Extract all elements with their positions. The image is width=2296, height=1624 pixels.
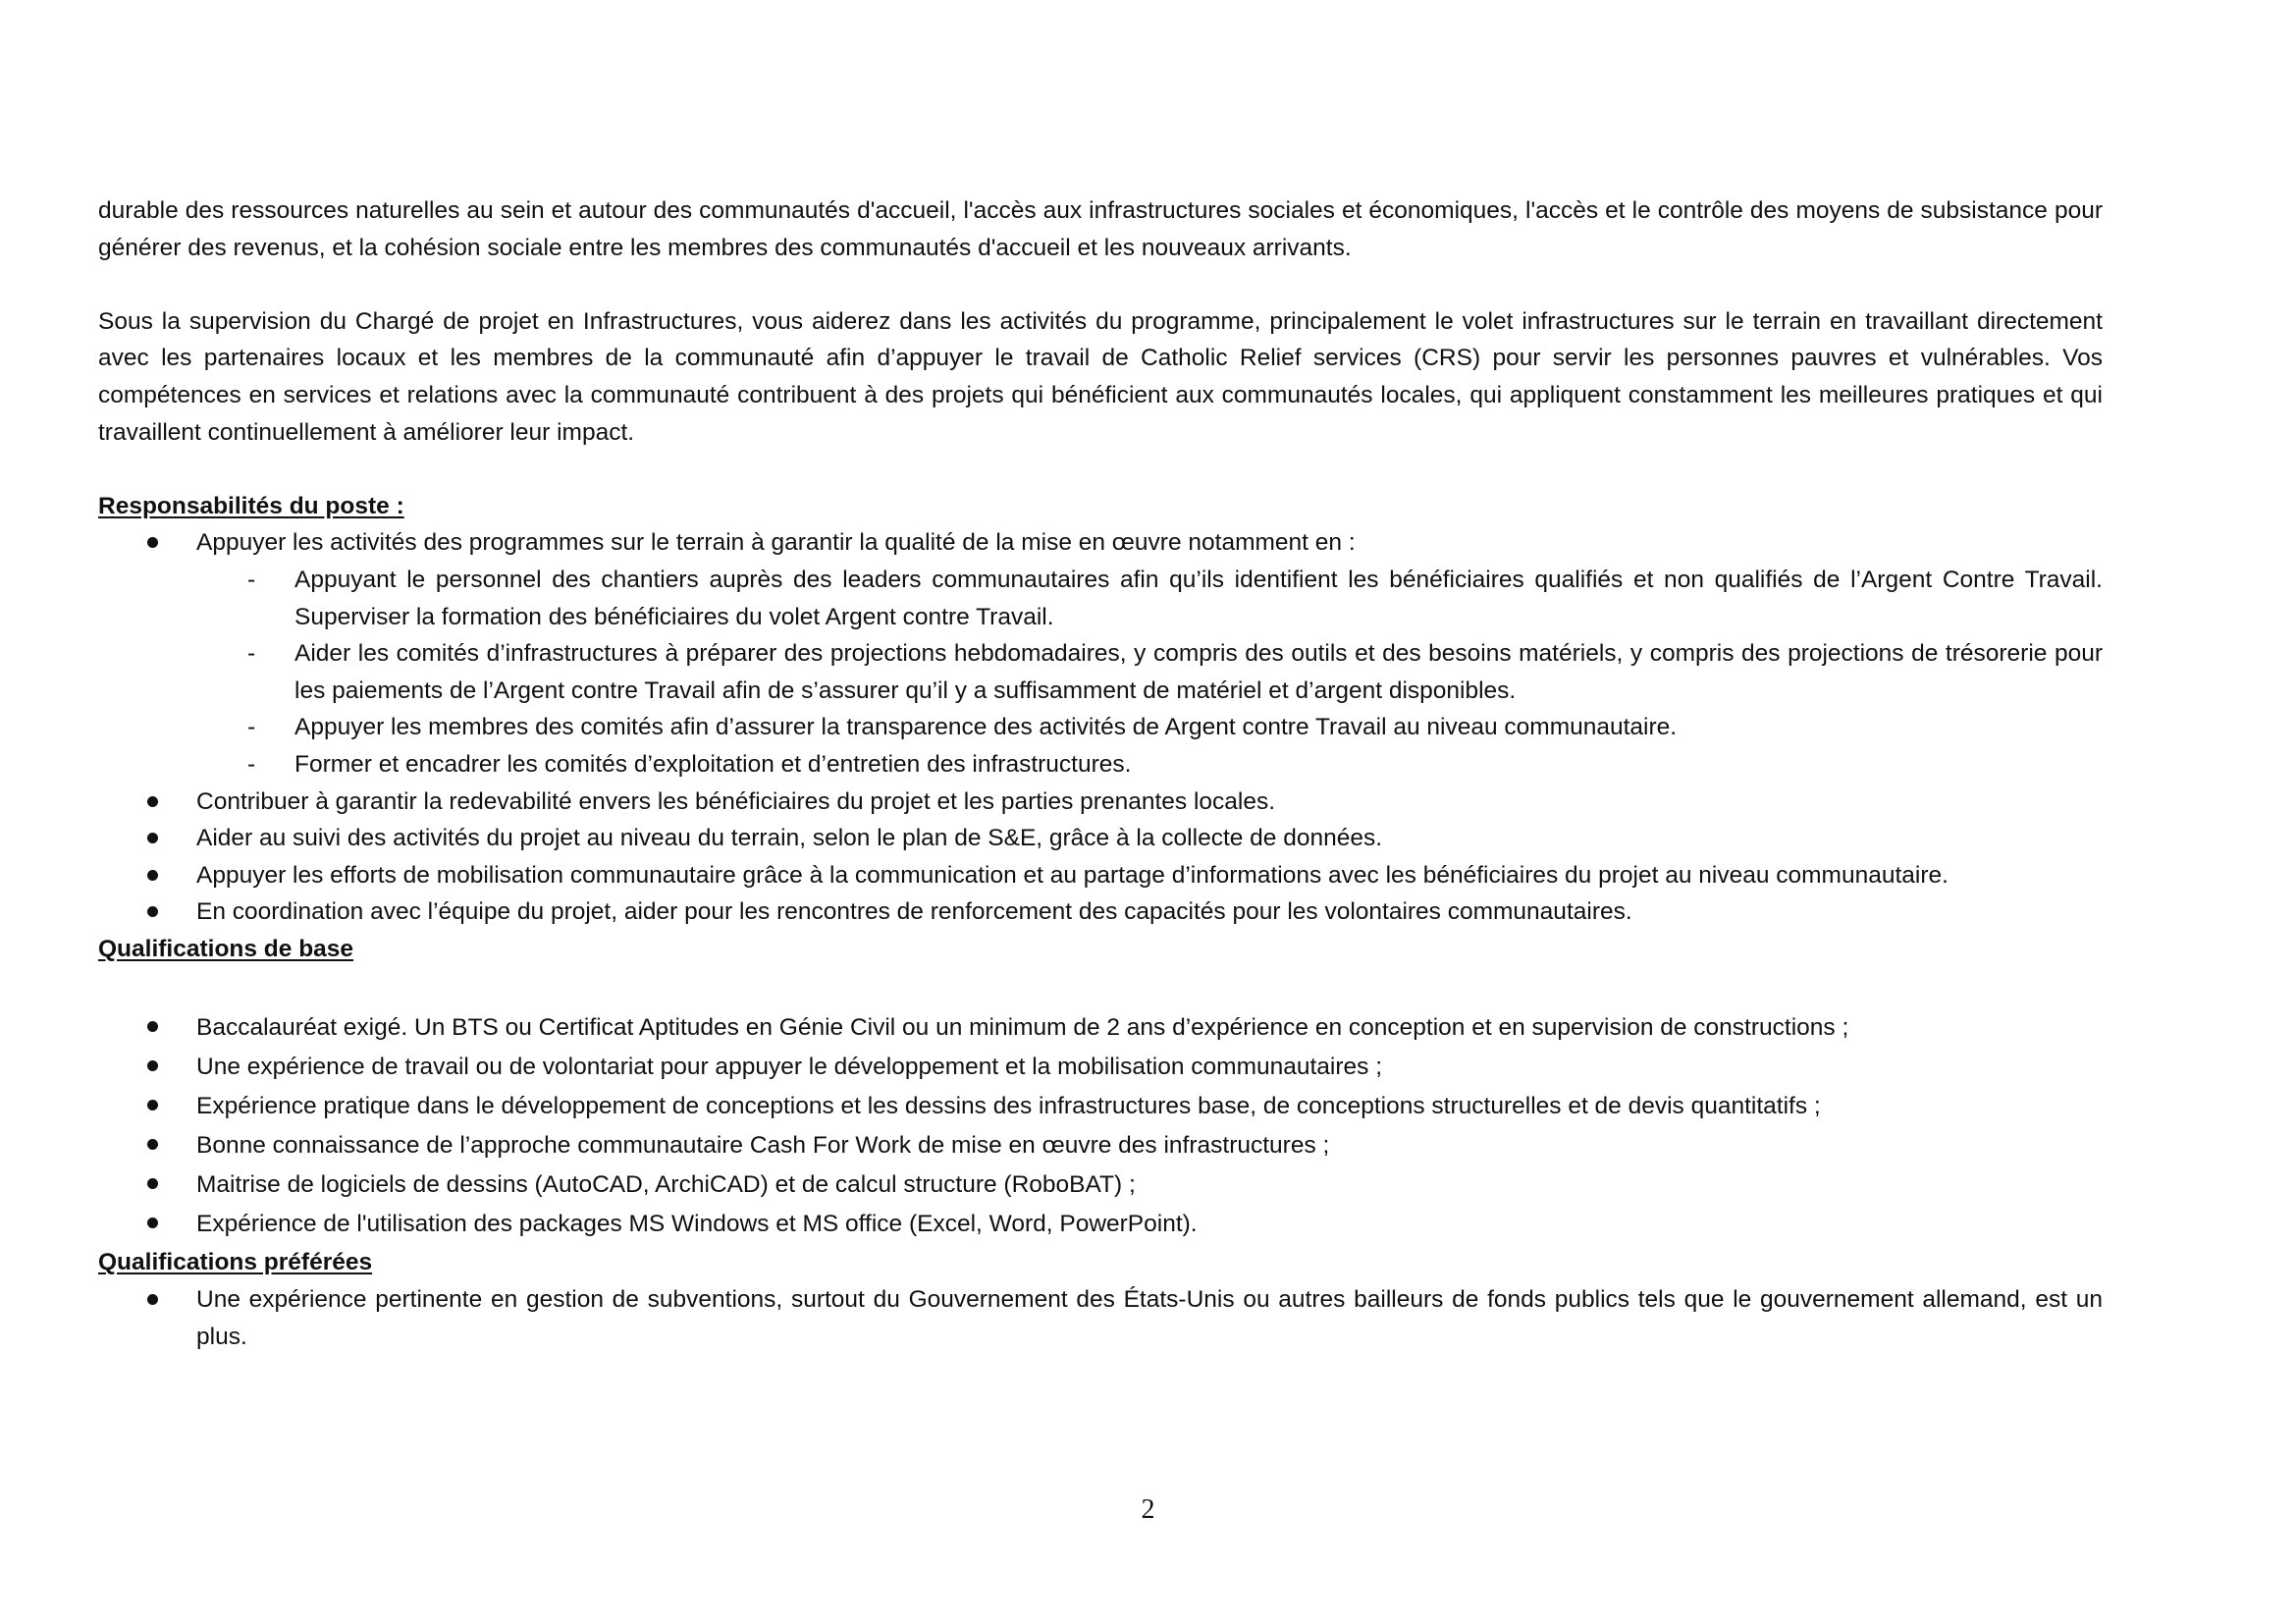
page-content (98, 192, 2103, 1355)
sub-list-item (98, 746, 2103, 784)
dash-icon: - (247, 714, 256, 741)
sub-list (196, 562, 2103, 784)
sub-list-item-text: Former et encadrer les comités d’exploitation et d’entretien des infrastructures. (294, 750, 1132, 778)
intro-paragraph-2: Sous la supervision du Chargé de projet en Infrastructures, vous aiderez dans les activités du programme, principalement le volet infrastructures sur le terrain en travaillant directement avec les partenaires locaux et les membres de la communauté afin d’appuyer le travail de Catholic Relief services (CRS) pour servir les personnes pauvres et vulnérables. Vos compétences en services et relations avec la communauté contribuent à des projets qui bénéficient aux communautés locales, qui appliquent constamment les meilleures pratiques et qui travaillent continuellement à améliorer leur impact. (98, 307, 2103, 446)
preferred-qualifications-list (98, 1281, 2103, 1355)
responsibilities-heading: Responsabilités du poste : (98, 492, 404, 519)
bullet-icon (147, 1178, 158, 1189)
bullet-icon (147, 906, 158, 917)
list-item-text: Aider au suivi des activités du projet au niveau du terrain, selon le plan de S&E, grâce à la collecte de données. (196, 825, 1383, 852)
list-item (98, 1087, 2103, 1126)
bullet-icon (147, 537, 158, 548)
bullet-icon (147, 1218, 158, 1228)
list-item-text: En coordination avec l’équipe du projet, aider pour les rencontres de renforcement des capacités pour les volontaires communautaires. (196, 898, 1632, 926)
dash-icon: - (247, 750, 256, 778)
list-item-text: Baccalauréat exigé. Un BTS ou Certificat Aptitudes en Génie Civil ou un minimum de 2 ans d’expérience en conception et en supervision de constructions ; (196, 1014, 1849, 1042)
list-item (98, 1008, 2103, 1048)
list-item (98, 893, 2103, 931)
dash-icon: - (247, 640, 256, 668)
list-item (98, 857, 2103, 894)
preferred-qualifications-heading: Qualifications préférées (98, 1249, 373, 1276)
basic-qualifications-list (98, 1008, 2103, 1244)
list-item-text: Bonne connaissance de l’approche communautaire Cash For Work de mise en œuvre des infrastructures ; (196, 1132, 1330, 1160)
list-item-text: Maitrise de logiciels de dessins (AutoCAD, ArchiCAD) et de calcul structure (RoboBAT) ; (196, 1171, 1136, 1199)
sub-list-item (98, 709, 2103, 746)
list-item (98, 1048, 2103, 1087)
bullet-icon (147, 870, 158, 881)
sub-list-item (98, 635, 2103, 709)
list-item-text: Contribuer à garantir la redevabilité envers les bénéficiaires du projet et les parties prenantes locales. (196, 787, 1276, 815)
bullet-icon (147, 833, 158, 843)
page-number: 2 (1141, 1494, 1155, 1525)
spacer (98, 967, 2103, 1008)
bullet-icon (147, 1294, 158, 1305)
list-item (98, 524, 2103, 783)
sub-list-item-text: Aider les comités d’infrastructures à préparer des projections hebdomadaires, y compris des outils et des besoins matériels, y compris des projections de trésorerie pour les paiements de l’Argent contre Travail afin de s’assurer qu’il y a suffisamment de matériel et d’argent disponibles. (294, 640, 2103, 704)
dash-icon: - (247, 566, 256, 593)
responsibilities-list (98, 524, 2103, 931)
list-item (98, 784, 2103, 821)
bullet-icon (147, 796, 158, 807)
list-item-text: Appuyer les efforts de mobilisation communautaire grâce à la communication et au partage d’informations avec les bénéficiaires du projet au niveau communautaire. (196, 861, 1949, 889)
bullet-icon (147, 1021, 158, 1032)
list-item-text: Appuyer les activités des programmes sur le terrain à garantir la qualité de la mise en œuvre notamment en : (196, 529, 1356, 557)
list-item-text: Une expérience pertinente en gestion de subventions, surtout du Gouvernement des États-Unis ou autres bailleurs de fonds publics tels que le gouvernement allemand, est un plus. (196, 1286, 2103, 1350)
bullet-icon (147, 1100, 158, 1110)
list-item (98, 1205, 2103, 1244)
list-item (98, 1281, 2103, 1355)
list-item-text: Expérience de l'utilisation des packages MS Windows et MS office (Excel, Word, PowerPoint). (196, 1211, 1198, 1238)
bullet-icon (147, 1060, 158, 1071)
sub-list-item (98, 562, 2103, 635)
sub-list-item-text: Appuyant le personnel des chantiers auprès des leaders communautaires afin qu’ils identifient les bénéficiaires qualifiés et non qualifiés de l’Argent Contre Travail. Superviser la formation des bénéficiaires du volet Argent contre Travail. (294, 566, 2103, 630)
list-item-text: Expérience pratique dans le développement de conceptions et les dessins des infrastructures base, de conceptions structurelles et de devis quantitatifs ; (196, 1093, 1821, 1120)
list-item (98, 1126, 2103, 1165)
sub-list-item-text: Appuyer les membres des comités afin d’assurer la transparence des activités de Argent contre Travail au niveau communautaire. (294, 714, 1678, 741)
intro-paragraph-1: durable des ressources naturelles au sein et autour des communautés d'accueil, l'accès aux infrastructures sociales et économiques, l'accès et le contrôle des moyens de subsistance pour générer des revenus, et la cohésion sociale entre les membres des communautés d'accueil et les nouveaux arrivants. (98, 197, 2103, 261)
list-item-text: Une expérience de travail ou de volontariat pour appuyer le développement et la mobilisation communautaires ; (196, 1054, 1383, 1081)
basic-qualifications-heading: Qualifications de base (98, 935, 354, 962)
list-item (98, 1165, 2103, 1205)
bullet-icon (147, 1139, 158, 1150)
list-item (98, 820, 2103, 857)
